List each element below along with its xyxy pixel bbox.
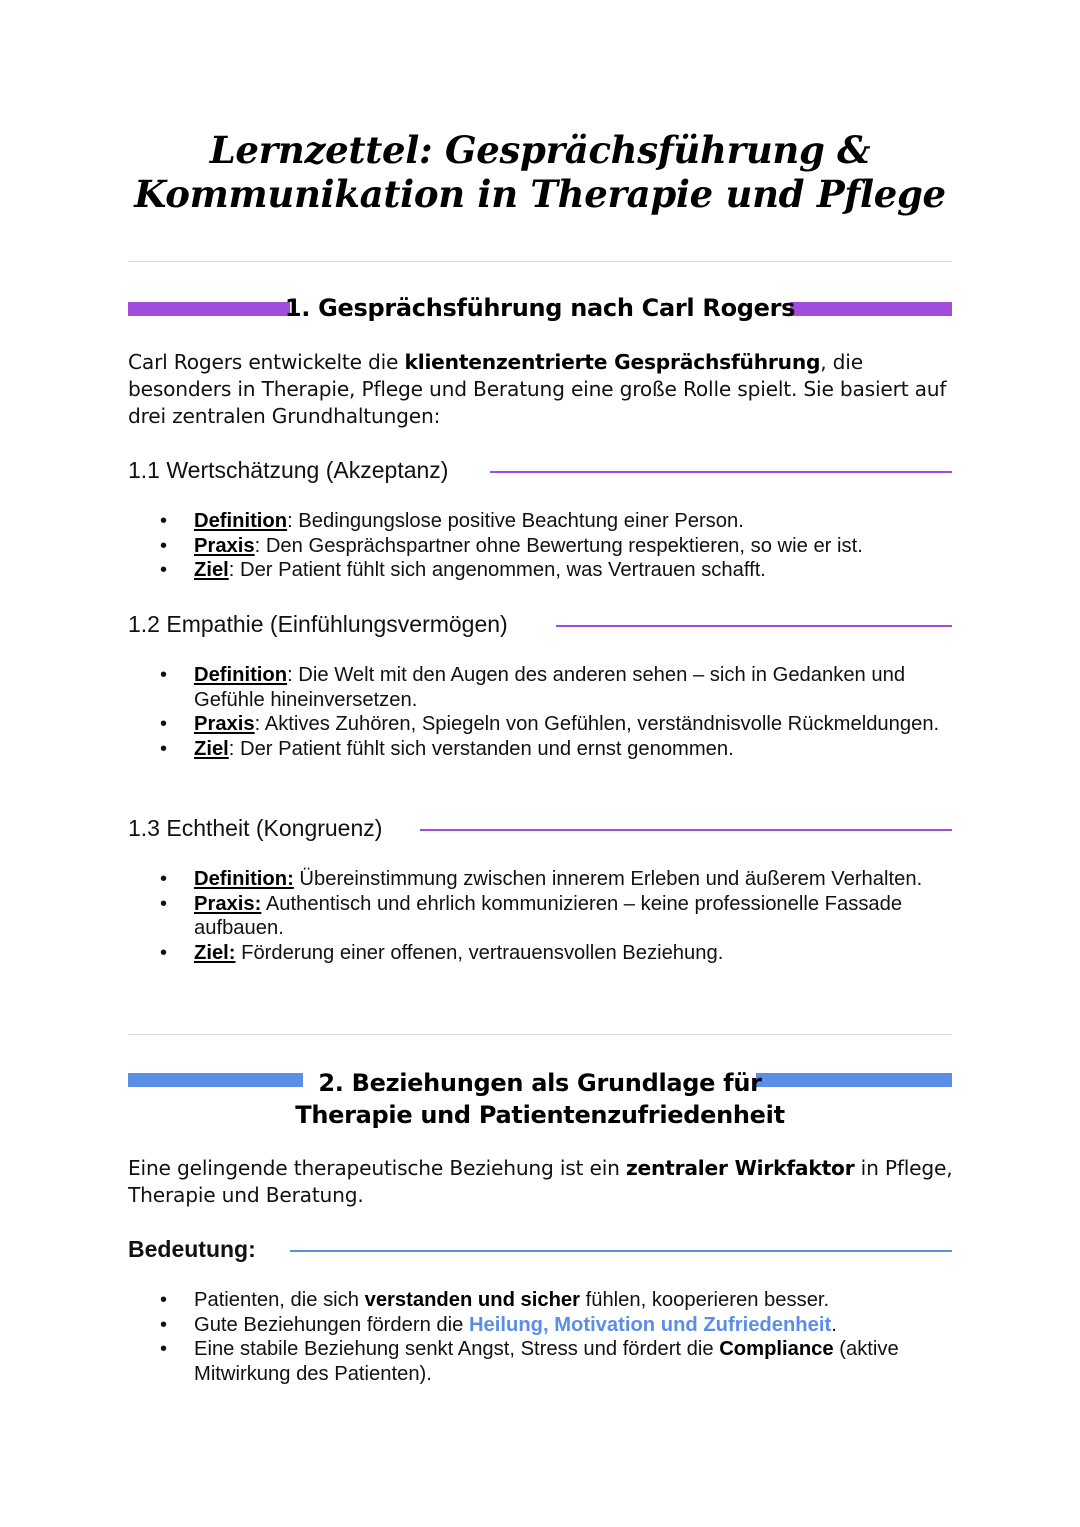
section1-intro-bold: klientenzentrierte Gesprächsführung (404, 350, 821, 374)
bedeutung-title: Bedeutung: (128, 1236, 256, 1262)
list-item: • Definition: Die Welt mit den Augen des anderen sehen – sich in Gedanken und Gefühle hineinversetzen. (160, 663, 950, 712)
list-item: • Patienten, die sich verstanden und sicher fühlen, kooperieren besser. (160, 1288, 950, 1313)
subsection-1-1-title: 1.1 Wertschätzung (Akzeptanz) (128, 457, 449, 483)
list-item: • Ziel: Förderung einer offenen, vertrauensvollen Beziehung. (160, 941, 950, 966)
list-item: • Gute Beziehungen fördern die Heilung, Motivation und Zufriedenheit. (160, 1313, 950, 1338)
list-item: • Definition: Übereinstimmung zwischen innerem Erleben und äußerem Verhalten. (160, 867, 950, 892)
section1-title: 1. Gesprächsführung nach Carl Rogers (284, 294, 796, 322)
section1-heading (128, 293, 952, 325)
section2-title-line-2: Therapie und Patientenzufriedenheit (295, 1101, 785, 1129)
list-1-2 (160, 663, 950, 762)
list-item: • Praxis: Aktives Zuhören, Spiegeln von Gefühlen, verständnisvolle Rückmeldungen. (160, 712, 950, 737)
list-bedeutung (160, 1288, 950, 1387)
section2-heading (128, 1068, 952, 1132)
list-item: • Praxis: Den Gesprächspartner ohne Bewertung respektieren, so wie er ist. (160, 534, 950, 559)
subsection-1-1 (128, 455, 952, 485)
list-1-1 (160, 509, 950, 583)
list-item: • Eine stabile Beziehung senkt Angst, Stress und fördert die Compliance (aktive Mitwirkung des Patienten). (160, 1337, 950, 1386)
subsection-1-2-title: 1.2 Empathie (Einfühlungsvermögen) (128, 611, 508, 637)
section2-intro-bold: zentraler Wirkfaktor (625, 1156, 855, 1180)
list-item: • Praxis: Authentisch und ehrlich kommunizieren – keine professionelle Fassade aufbauen. (160, 892, 950, 941)
section2-intro: Eine gelingende therapeutische Beziehung ist ein zentraler Wirkfaktor in Pflege, Therapie und Beratung. (128, 1156, 953, 1207)
list-item: • Definition: Bedingungslose positive Beachtung einer Person. (160, 509, 950, 534)
subsection-1-2 (128, 609, 952, 639)
title-line-1: Lernzettel: Gesprächsführung & (209, 128, 871, 172)
subsection-1-3-title: 1.3 Echtheit (Kongruenz) (128, 815, 383, 841)
list-1-3 (160, 867, 950, 966)
document-title (0, 128, 1080, 216)
subsection-1-3 (128, 813, 952, 843)
subsection-1-1-line (490, 471, 952, 473)
section2-title-line-1: 2. Beziehungen als Grundlage für (318, 1069, 762, 1097)
list-item: • Ziel: Der Patient fühlt sich angenommen, was Vertrauen schafft. (160, 558, 950, 583)
subsection-1-2-line (556, 625, 952, 627)
bedeutung-line (290, 1250, 952, 1252)
title-line-2: Kommunikation in Therapie und Pflege (134, 172, 946, 216)
subsection-1-3-line (420, 829, 952, 831)
divider-top (128, 261, 952, 262)
list-item: • Ziel: Der Patient fühlt sich verstanden und ernst genommen. (160, 737, 950, 762)
bedeutung-heading (128, 1234, 952, 1264)
divider-middle (128, 1034, 952, 1035)
section1-intro: Carl Rogers entwickelte die klientenzentrierte Gesprächsführung, die besonders in Therapie, Pflege und Beratung eine große Rolle spielt. Sie basiert auf drei zentralen Grundhaltungen: (128, 350, 947, 428)
